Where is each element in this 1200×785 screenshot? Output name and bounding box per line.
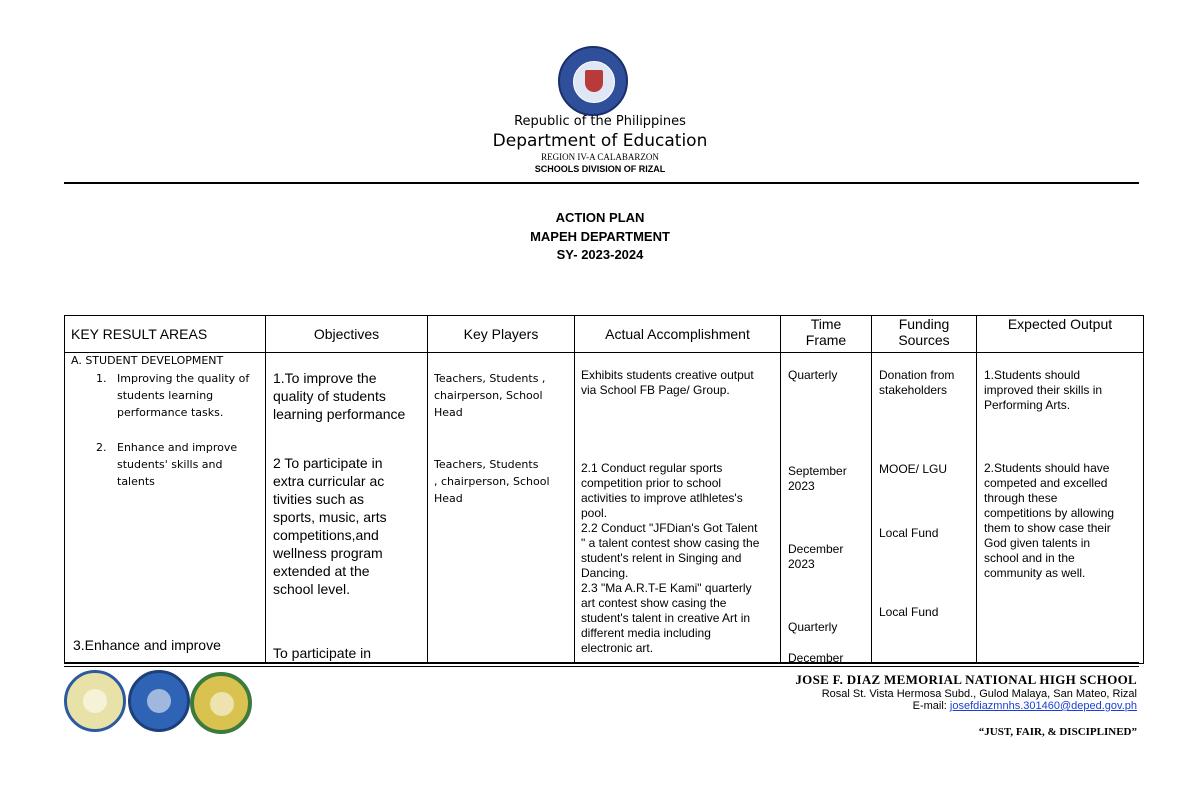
shield-icon [585, 70, 603, 92]
header-funding [872, 316, 977, 353]
players-1-line3: Head [434, 406, 463, 419]
players-2-line3: Head [434, 492, 463, 505]
header-time-line2: Frame [805, 332, 847, 348]
players-2-line2: , chairperson, School [434, 475, 550, 488]
header-funding-line2: Sources [898, 332, 950, 348]
accomplishment-2-line: student's relent in Singing and [581, 551, 742, 565]
header-key-players: Key Players [428, 316, 575, 353]
email-label: E-mail: [912, 700, 950, 712]
output-1-line: 1.Students should [984, 368, 1081, 382]
header-time-frame [781, 316, 872, 353]
objective-1 [273, 369, 405, 423]
school-motto: “JUST, FAIR, & DISCIPLINED” [978, 726, 1137, 738]
accomplishment-2-line: " a talent contest show casing the [581, 536, 760, 550]
accomplishment-1-line2: via School FB Page/ Group. [581, 383, 730, 397]
time-1: Quarterly [788, 368, 838, 382]
kra-item2-line3: talents [117, 475, 155, 488]
time-2-line2: 2023 [788, 479, 815, 493]
email-link[interactable]: josefdiazmnhs.301460@deped.gov.ph [949, 700, 1137, 712]
table-row [65, 353, 1144, 664]
accomplishment-cell [575, 353, 781, 664]
emblem-icon [210, 692, 234, 716]
department-title: Department of Education [492, 131, 708, 151]
output-2-line: community as well. [984, 566, 1086, 580]
output-2-line: competitions by allowing [984, 506, 1115, 520]
kra-item3: 3.Enhance and improve [73, 637, 221, 653]
kra-heading: A. STUDENT DEVELOPMENT [71, 354, 224, 367]
accomplishment-2-line: activities to improve atlhletes's [581, 491, 743, 505]
objective-2 [273, 454, 387, 598]
accomplishment-1 [581, 368, 754, 398]
kra-item2-line1: Enhance and improve [117, 441, 238, 454]
kra-item2 [117, 439, 237, 490]
objective-2-line2: extra curricular ac [273, 473, 385, 489]
players-1-line1: Teachers, Students , [434, 372, 546, 385]
output-2-line: through these [984, 491, 1058, 505]
objective-2-line5: competitions,and [273, 527, 379, 543]
output-2-line: them to show case their [984, 521, 1111, 535]
objective-2-line1: 2 To participate in [273, 455, 383, 471]
output-2-line: God given talents in [984, 536, 1091, 550]
players-cell [428, 353, 575, 664]
table-header-row [65, 316, 1144, 353]
header-divider [64, 182, 1139, 184]
accomplishment-2-line: 2.1 Conduct regular sports [581, 461, 723, 475]
kra-item1-line1: Improving the quality of [117, 372, 250, 385]
time-3-line1: December [788, 542, 844, 556]
accomplishment-2-line: 2.2 Conduct "JFDian's Got Talent [581, 521, 758, 535]
time-3-line2: 2023 [788, 557, 815, 571]
output-1-line: improved their skills in [984, 383, 1103, 397]
time-3 [788, 542, 843, 572]
header-kra: KEY RESULT AREAS [65, 316, 266, 353]
output-1-line: Performing Arts. [984, 398, 1071, 412]
division-label: SCHOOLS DIVISION OF RIZAL [534, 164, 666, 174]
funding-1-line1: Donation from [879, 368, 955, 382]
time-2-line1: September [788, 464, 847, 478]
objective-1-line3: learning performance [273, 406, 406, 422]
output-2-line: competed and excelled [984, 476, 1108, 490]
output-1 [984, 368, 1102, 413]
objective-1-line1: 1.To improve the [273, 370, 377, 386]
header-expected-output: Expected Output [977, 316, 1144, 353]
players-1 [434, 370, 545, 421]
funding-4: Local Fund [879, 605, 939, 619]
accomplishment-2 [581, 461, 759, 656]
school-address: Rosal St. Vista Hermosa Subd., Gulod Malaya, San Mateo, Rizal [821, 688, 1137, 700]
players-1-line2: chairperson, School [434, 389, 543, 402]
deped-seal-logo [558, 46, 628, 116]
kra-item1 [117, 370, 249, 421]
funding-1-line2: stakeholders [879, 383, 948, 397]
doc-subtitle: MAPEH DEPARTMENT [530, 229, 670, 244]
san-mateo-seal-logo [128, 670, 190, 732]
accomplishment-2-line: electronic art. [581, 641, 654, 655]
players-2-line1: Teachers, Students [434, 458, 539, 471]
header-accomplishment: Actual Accomplishment [575, 316, 781, 353]
funding-1 [879, 368, 954, 398]
funding-cell [872, 353, 977, 664]
footer-divider-thin [64, 666, 1139, 667]
kra-item2-line2: students' skills and [117, 458, 223, 471]
time-2 [788, 464, 847, 494]
objectives-cell [266, 353, 428, 664]
header-funding-line1: Funding [898, 316, 950, 332]
output-2-line: school and in the [984, 551, 1075, 565]
funding-2: MOOE/ LGU [879, 462, 948, 476]
kra-item1-line3: performance tasks. [117, 406, 224, 419]
kra-item2-num: 2. [96, 441, 107, 454]
players-2 [434, 456, 550, 507]
objective-2-line4: sports, music, arts [273, 509, 387, 525]
school-name: JOSE F. DIAZ MEMORIAL NATIONAL HIGH SCHOOL [795, 672, 1137, 687]
school-year: SY- 2023-2024 [556, 247, 644, 262]
accomplishment-2-line: different media including [581, 626, 711, 640]
seal-emblem [573, 61, 615, 103]
objective-1-line2: quality of students [273, 388, 386, 404]
action-plan-table [64, 315, 1144, 664]
funding-3: Local Fund [879, 526, 939, 540]
time-4: Quarterly [788, 620, 838, 634]
email-line [913, 700, 1137, 712]
accomplishment-2-line: Dancing. [581, 566, 629, 580]
expected-output-cell [977, 353, 1144, 664]
accomplishment-2-line: pool. [581, 506, 608, 520]
school-seal-logo [190, 672, 252, 734]
objective-2-line6: wellness program [273, 545, 383, 561]
accomplishment-2-line: competition prior to school [581, 476, 722, 490]
emblem-icon [147, 689, 171, 713]
footer-divider [64, 662, 1139, 664]
time-frame-cell [781, 353, 872, 664]
output-2-line: 2.Students should have [984, 461, 1110, 475]
rizal-province-logo [64, 670, 126, 732]
accomplishment-1-line1: Exhibits students creative output [581, 368, 754, 382]
region-label: REGION IV-A CALABARZON [541, 152, 659, 162]
accomplishment-2-line: 2.3 "Ma A.R.T-E Kami" quarterly [581, 581, 752, 595]
kra-item1-line2: students learning [117, 389, 214, 402]
header-objectives: Objectives [266, 316, 428, 353]
header-time-line1: Time [810, 316, 842, 332]
objective-2-line8: school level. [273, 581, 351, 597]
time-5: December [788, 651, 844, 664]
republic-label: Republic of the Philippines [514, 114, 686, 129]
objective-2-line3: tivities such as [273, 491, 365, 507]
objective-3: To participate in [273, 645, 372, 661]
accomplishment-2-line: art contest show casing the [581, 596, 727, 610]
emblem-icon [83, 689, 107, 713]
objective-2-line7: extended at the [273, 563, 370, 579]
kra-item1-num: 1. [96, 372, 107, 385]
kra-cell [65, 353, 266, 664]
output-2 [984, 461, 1114, 581]
accomplishment-2-line: student's talent in creative Art in [581, 611, 751, 625]
doc-title: ACTION PLAN [555, 210, 645, 225]
